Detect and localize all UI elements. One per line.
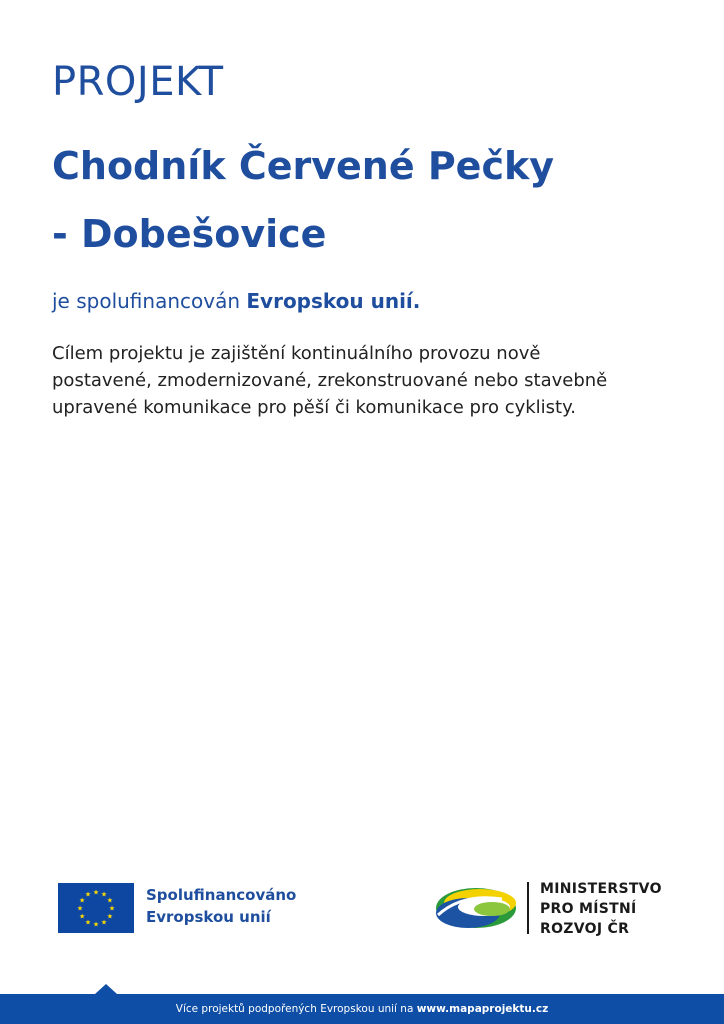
eu-cofinanced-label [146, 884, 296, 928]
eu-star-icon: ★ [78, 896, 86, 905]
eu-star-icon: ★ [92, 920, 100, 929]
eu-star-icon: ★ [106, 896, 114, 905]
mmr-label-line: MINISTERSTVO [540, 881, 662, 897]
eu-label-line: Spolufinancováno [146, 886, 297, 904]
footer-text: Více projektů podpořených Evropskou unií na [175, 1003, 414, 1015]
cofinanced-statement [52, 286, 420, 316]
mmr-label-line: PRO MÍSTNÍ [540, 901, 637, 917]
poster-kicker: PROJEKT [52, 59, 224, 105]
eu-star-icon: ★ [76, 904, 84, 913]
footer-link[interactable]: www.mapaprojektu.cz [416, 1003, 549, 1015]
eu-star-icon: ★ [106, 912, 114, 921]
mmr-label [540, 879, 662, 939]
eu-star-icon: ★ [84, 918, 92, 927]
eu-star-icon: ★ [84, 890, 92, 899]
mmr-label-line: ROZVOJ ČR [540, 921, 630, 937]
mmr-logo-icon [432, 883, 518, 933]
project-title-line: - Dobešovice [52, 212, 327, 256]
eu-stars-icon [58, 883, 134, 933]
project-title [52, 132, 692, 268]
description-line: postavené, zmodernizované, zrekonstruované nebo stavebně [52, 370, 608, 391]
description-line: upravené komunikace pro pěší či komunikace pro cyklisty. [52, 397, 576, 418]
eu-star-icon: ★ [92, 888, 100, 897]
cofinanced-emphasis: Evropskou unií. [246, 289, 421, 313]
eu-star-icon: ★ [108, 904, 116, 913]
project-description [52, 340, 692, 421]
eu-star-icon: ★ [78, 912, 86, 921]
footer-bar [0, 994, 724, 1024]
description-line: Cílem projektu je zajištění kontinuálního provozu nově [52, 343, 541, 364]
eu-label-line: Evropskou unií [146, 908, 271, 926]
eu-star-icon: ★ [100, 890, 108, 899]
footer-notch [95, 984, 117, 994]
eu-star-icon: ★ [100, 918, 108, 927]
eu-flag-logo [58, 883, 134, 933]
mmr-divider [527, 882, 529, 934]
project-title-line: Chodník Červené Pečky [52, 144, 555, 188]
cofinanced-prefix: je spolufinancován [52, 289, 241, 313]
